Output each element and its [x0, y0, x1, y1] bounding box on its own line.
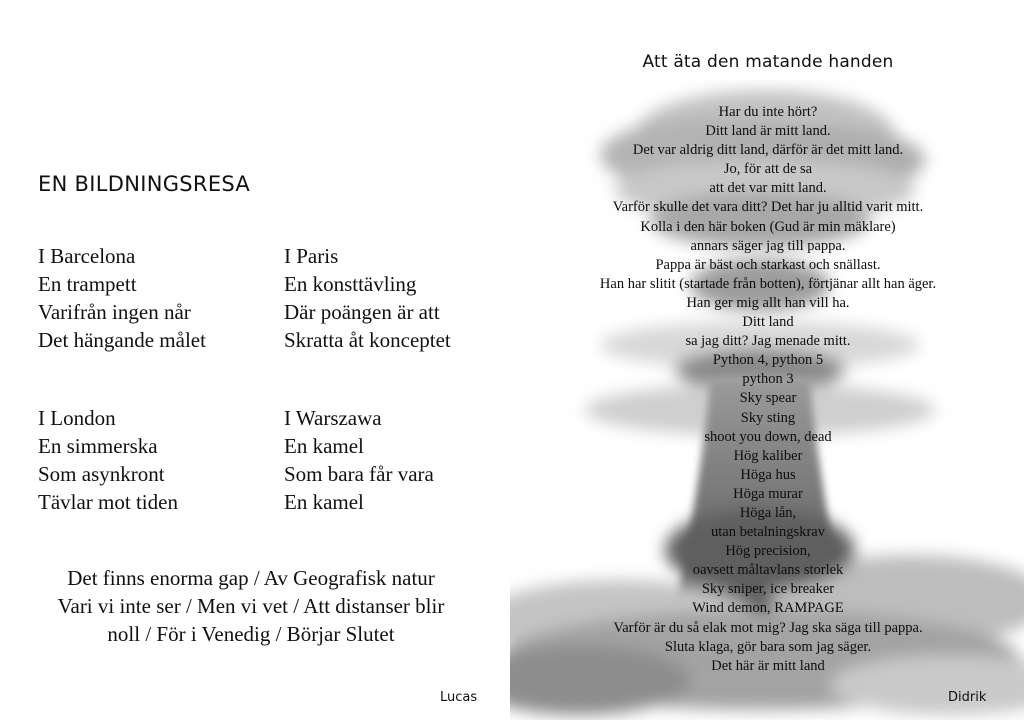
closing-line: Det finns enorma gap / Av Geografisk natur: [67, 566, 435, 590]
poem-line: Ditt land: [742, 314, 794, 331]
stanza-line: En konsttävling: [284, 272, 417, 296]
poem-line: python 3: [742, 371, 794, 388]
poem-line: Python 4, python 5: [712, 352, 824, 369]
poem-line: Kolla i den här boken (Gud är min mäklare): [640, 218, 896, 235]
stanza-line: Skratta åt konceptet: [284, 328, 451, 352]
left-author: Lucas: [440, 690, 478, 705]
poem-line: Sluta klaga, gör bara som jag säger.: [664, 638, 872, 655]
poem-line: Det var aldrig ditt land, därför är det mitt land.: [632, 142, 904, 159]
stanza-line: En trampett: [38, 272, 137, 296]
poem-text: [512, 103, 1024, 676]
stanza-line: En kamel: [284, 434, 364, 458]
stanza-line: Tävlar mot tiden: [38, 490, 178, 514]
poem-line: Hög kaliber: [733, 447, 803, 464]
stanza-line: Där poängen är att: [284, 300, 440, 324]
poem-line: Har du inte hört?: [718, 104, 818, 120]
poem-line: Hög precision,: [725, 543, 811, 560]
stanza-line: En simmerska: [38, 434, 158, 458]
poem-line: oavsett måltavlans storlek: [692, 562, 844, 579]
closing-line: Vari vi inte ser / Men vi vet / Att distanser blir: [57, 594, 445, 618]
poem-line: sa jag ditt? Jag menade mitt.: [685, 333, 851, 350]
poem-line: Ditt land är mitt land.: [705, 123, 831, 140]
poem-line: Sky sniper, ice breaker: [701, 581, 835, 598]
stanza-warszawa: [284, 404, 434, 516]
stanza-barcelona: [38, 242, 206, 354]
right-author: Didrik: [948, 690, 987, 705]
poem-line: Varför skulle det vara ditt? Det har ju alltid varit mitt.: [612, 199, 924, 216]
stanza-line: Varifrån ingen når: [38, 300, 191, 324]
poem-line: Pappa är bäst och starkast och snällast.: [655, 256, 881, 273]
poem-line: Sky sting: [740, 409, 796, 426]
stanza-line: I Paris: [284, 244, 339, 268]
poem-line: Höga hus: [740, 466, 796, 483]
stanza-line: I Warszawa: [284, 406, 382, 430]
closing-stanza: [20, 564, 482, 648]
poem-line: att det var mitt land.: [709, 180, 827, 197]
poem-line: Wind demon, RAMPAGE: [692, 600, 844, 617]
poem-line: annars säger jag till pappa.: [690, 237, 846, 254]
poem-line: Han har slitit (startade från botten), förtjänar allt han äger.: [599, 275, 937, 292]
poem-line: Varför är du så elak mot mig? Jag ska säga till pappa.: [613, 619, 923, 636]
right-page-title: Att äta den matande handen: [642, 52, 894, 72]
poem-line: Sky spear: [739, 390, 797, 407]
closing-line: noll / För i Venedig / Börjar Slutet: [107, 622, 395, 646]
stanza-line: Som bara får vara: [284, 462, 434, 486]
poem-line: Han ger mig allt han vill ha.: [686, 294, 850, 311]
stanza-line: En kamel: [284, 490, 364, 514]
poem-line: Det här är mitt land: [711, 657, 825, 674]
stanza-line: Det hängande målet: [38, 328, 206, 352]
stanza-line: I London: [38, 406, 116, 430]
poem-line: shoot you down, dead: [704, 428, 832, 445]
left-page-title: EN BILDNINGSRESA: [38, 172, 251, 196]
poem-line: utan betalningskrav: [711, 524, 825, 541]
stanza-paris: [284, 242, 451, 354]
stanza-line: I Barcelona: [38, 244, 136, 268]
poem-line: Jo, för att de sa: [723, 161, 813, 178]
poem-line: Höga lån,: [739, 504, 797, 521]
stanza-line: Som asynkront: [38, 462, 165, 486]
poem-line: Höga murar: [733, 485, 803, 502]
stanza-london: [38, 404, 178, 516]
